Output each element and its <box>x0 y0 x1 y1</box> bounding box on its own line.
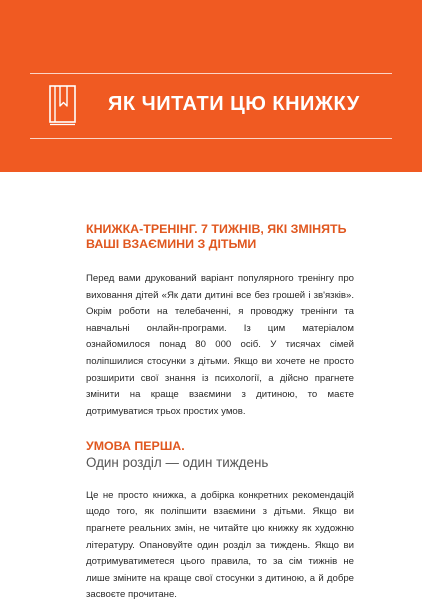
condition-paragraph: Це не просто книжка, а добірка конкретних рекомендацій щодо того, як поліпшити взаємини з дітьми. Якщо ви прагнете реальних змін, не читайте цю книжку як художню літературу. Опановуйте один розділ за тиждень. Якщо ви дотримуватиметеся цього правила, то за сім тижнів не лише зміните на краще свої стосунки з дитиною, а й добре засвоєте прочитане. <box>86 489 354 601</box>
condition-subtitle: Один розділ — один тиждень <box>86 454 269 470</box>
book-icon <box>48 84 78 126</box>
condition-heading-block <box>86 439 354 471</box>
main-content <box>86 222 354 604</box>
section-heading-line-1: КНИЖКА-ТРЕНІНГ. 7 ТИЖНІВ, ЯКІ ЗМІНЯТЬ <box>86 222 347 236</box>
header-banner <box>0 0 422 172</box>
section-heading <box>86 222 354 251</box>
section-heading-line-2: ВАШІ ВЗАЄМИНИ З ДІТЬМИ <box>86 236 257 251</box>
intro-paragraph: Перед вами друкований варіант популярного тренінгу про виховання дітей «Як дати дитині все без грошей і зв'язків». Окрім роботи на телебаченні, я проводжу тренінги та навчальні онлайн-програми. Із цим матеріалом ознайомилося понад 80 000 осіб. У тисячах сімей поліпшилися стосунки з дітьми. Якщо ви хочете не просто розширити свої знання із психології, а дійсно прагнете змінити на краще взаємини з дитиною, то маєте дотримуватися трьох простих умов. <box>86 273 354 417</box>
page-title: ЯК ЧИТАТИ ЦЮ КНИЖКУ <box>108 93 360 115</box>
condition-heading: УМОВА ПЕРША. <box>86 439 185 454</box>
